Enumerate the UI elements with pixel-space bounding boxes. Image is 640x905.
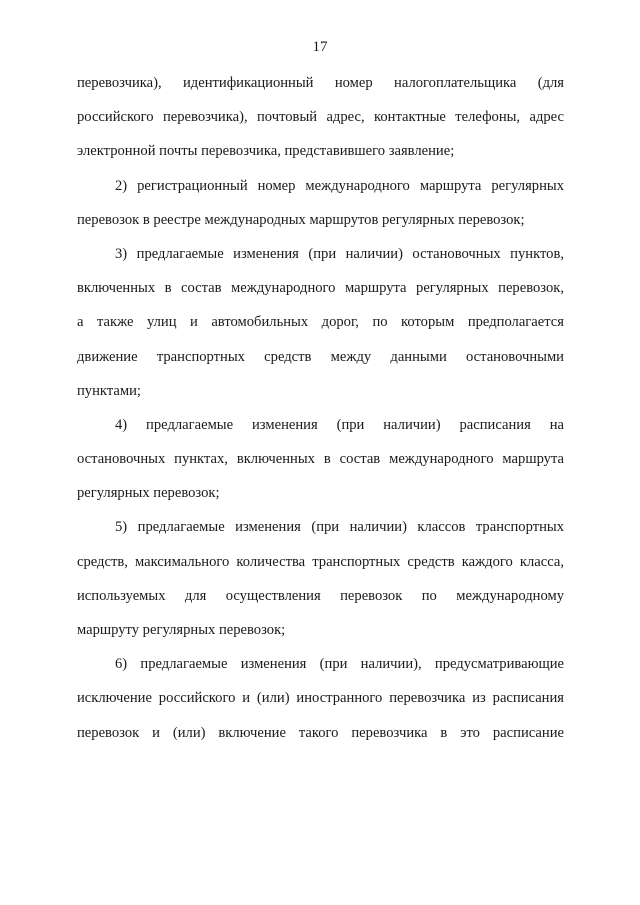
page-number: 17: [312, 39, 328, 55]
text-line: движение транспортных средств между данными остановочными: [77, 348, 564, 365]
text-line: 6) предлагаемые изменения (при наличии), предусматривающие: [115, 656, 564, 673]
text-line: перевозок в реестре международных маршрутов регулярных перевозок;: [77, 211, 525, 228]
text-line: пунктами;: [77, 382, 141, 399]
paragraph-item-3: [77, 243, 564, 414]
text-line: регулярных перевозок;: [77, 485, 220, 502]
paragraph-item-2: [77, 175, 564, 243]
text-line: маршруту регулярных перевозок;: [77, 622, 286, 638]
text-line: российского перевозчика), почтовый адрес, контактные телефоны, адрес: [77, 109, 564, 126]
paragraph-item-6: [77, 653, 564, 756]
text-line: остановочных пунктах, включенных в состав международного маршрута: [77, 451, 564, 468]
text-line: 2) регистрационный номер международного маршрута регулярных: [115, 177, 564, 194]
text-line: перевозок и (или) включение такого перевозчика в это расписание: [77, 724, 564, 741]
text-line: а также улиц и автомобильных дорог, по которым предполагается: [77, 314, 564, 331]
paragraph-continuation: [77, 72, 564, 175]
paragraph-item-5: [77, 516, 564, 653]
text-line: электронной почты перевозчика, представившего заявление;: [77, 143, 455, 160]
text-line: 3) предлагаемые изменения (при наличии) остановочных пунктов,: [115, 245, 564, 262]
text-line: включенных в состав международного маршрута регулярных перевозок,: [77, 280, 564, 297]
text-line: 4) предлагаемые изменения (при наличии) расписания на: [115, 416, 564, 433]
text-line: средств, максимального количества транспортных средств каждого класса,: [77, 553, 564, 570]
text-line: перевозчика), идентификационный номер налогоплательщика (для: [77, 75, 564, 91]
text-line: 5) предлагаемые изменения (при наличии) классов транспортных: [115, 519, 564, 536]
text-line: используемых для осуществления перевозок по международному: [77, 587, 564, 604]
paragraph-item-4: [77, 414, 564, 517]
text-line: исключение российского и (или) иностранного перевозчика из расписания: [77, 690, 564, 707]
body-text: [77, 72, 564, 756]
